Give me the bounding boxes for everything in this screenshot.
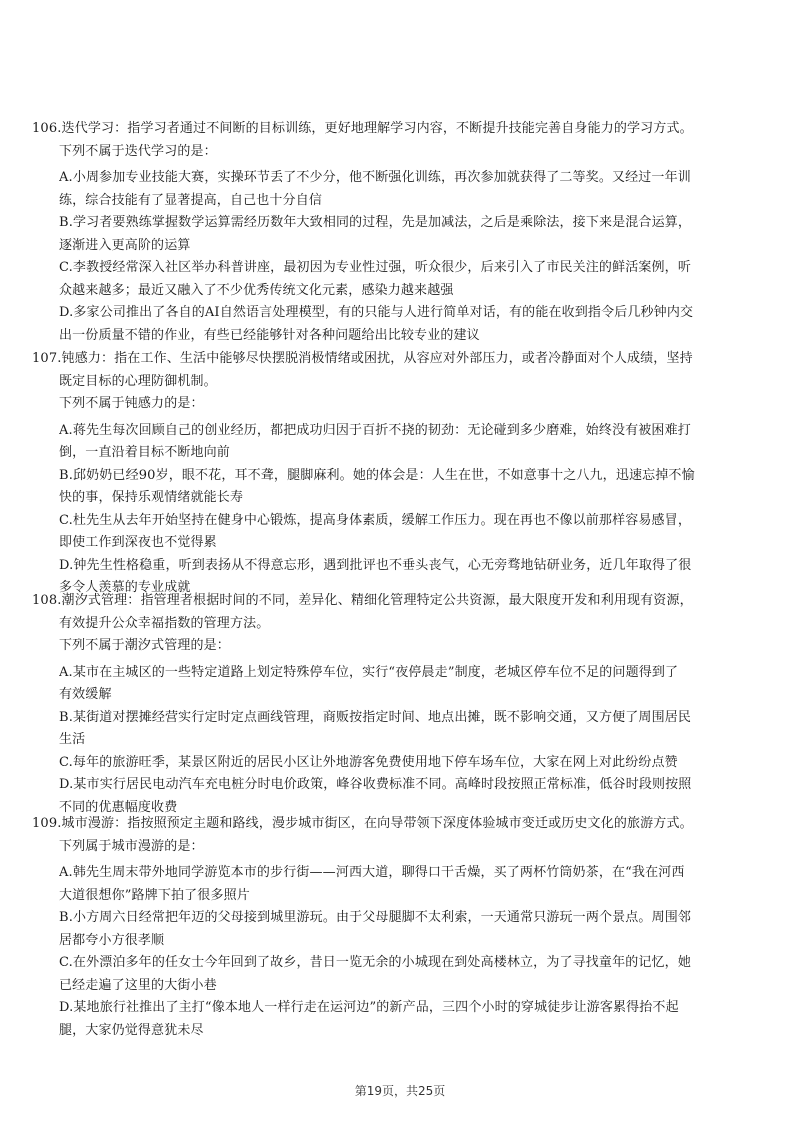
option-line: 多令人羡慕的专业成就 <box>59 580 191 595</box>
option-line: B.某街道对摆摊经营实行定时定点画线管理，商贩按指定时间、地点出摊，既不影响交通，又方便了周围居民 <box>59 709 692 725</box>
stem-line: 既定目标的心理防御机制。 <box>59 373 217 389</box>
option-c <box>32 257 780 302</box>
option-line: 倒，一直沿着目标不断地向前 <box>59 445 230 460</box>
option-line: 快的事，保持乐观情绪就能长寿 <box>59 490 244 505</box>
option-line: 即使工作到深夜也不觉得累 <box>59 535 217 550</box>
option-line: B.学习者要熟练掌握数学运算需经历数年大致相同的过程，先是加减法，之后是乘除法，接下来是混合运算， <box>59 215 692 230</box>
option-line: 出一份质量不错的作业，有些已经能够针对各种问题给出比较专业的建议 <box>59 327 480 343</box>
option-line: A.蒋先生每次回顾自己的创业经历，都把成功归因于百折不挠的韧劲：无论碰到多少磨难，始终没有被困难打 <box>59 422 691 438</box>
option-line: C.李教授经常深入社区举办科普讲座，最初因为专业性过强，听众很少，后来引入了市民关注的鲜活案例，听 <box>59 260 691 275</box>
question-109 <box>32 813 780 1042</box>
option-line: 有效缓解 <box>59 687 112 702</box>
option-line: D.某市实行居民电动汽车充电桩分时电价政策，峰谷收费标准不同。高峰时段按照正常标准，低谷时段则按照 <box>59 777 692 792</box>
option-line: C.在外漂泊多年的任女士今年回到了故乡，昔日一览无余的小城现在到处高楼林立，为了寻找童年的记忆，她 <box>59 955 691 970</box>
option-line: 逐渐进入更高阶的运算 <box>59 237 191 253</box>
option-line: C.每年的旅游旺季，某景区附近的居民小区让外地游客免费使用地下停车场车位，大家在网上对此纷纷点赞 <box>59 754 678 770</box>
option-c <box>32 752 780 775</box>
question-107 <box>32 348 780 600</box>
question-108 <box>32 590 780 819</box>
option-line: 腿，大家仍觉得意犹未尽 <box>59 1022 204 1038</box>
question-prompt: 下列属于城市漫游的是： <box>59 838 204 854</box>
option-line: C.杜先生从去年开始坚持在健身中心锻炼，提高身体素质，缓解工作压力。现在再也不像以前那样容易感冒， <box>59 512 691 528</box>
stem-line: 有效提升公众幸福指数的管理方法。 <box>59 615 270 631</box>
option-a <box>32 662 780 707</box>
question-prompt: 下列不属于潮汐式管理的是： <box>59 638 230 653</box>
option-line: A.韩先生周末带外地同学游览本市的步行街——河西大道，聊得口干舌燥，买了两杯竹筒奶茶，在“我在河西 <box>59 865 685 880</box>
option-b <box>32 212 780 257</box>
option-a <box>32 420 780 465</box>
option-b <box>32 907 780 952</box>
stem-line: 108.潮汐式管理：指管理者根据时间的不同，差异化、精细化管理特定公共资源，最大限度开发和利用现有资源， <box>32 593 693 608</box>
question-stem <box>32 348 780 393</box>
option-line: D.多家公司推出了各自的AI自然语言处理模型，有的只能与人进行简单对话，有的能在收到指令后几秒钟内交 <box>59 305 694 320</box>
option-line: B.邱奶奶已经90岁，眼不花，耳不聋，腿脚麻利。她的体会是：人生在世，不如意事十之八九，迅速忘掉不愉 <box>59 467 695 483</box>
option-line: 已经走遍了这里的大街小巷 <box>59 977 217 993</box>
option-line: D.钟先生性格稳重，听到表扬从不得意忘形，遇到批评也不垂头丧气，心无旁骛地钻研业务，近几年取得了很 <box>59 557 692 573</box>
stem-line: 106.迭代学习：指学习者通过不间断的目标训练，更好地理解学习内容，不断提升技能完善自身能力的学习方式。 <box>32 121 693 136</box>
question-prompt: 下列不属于迭代学习的是： <box>59 143 217 159</box>
option-line: A.某市在主城区的一些特定道路上划定特殊停车位，实行“夜停晨走”制度，老城区停车位不足的问题得到了 <box>59 664 679 680</box>
option-c <box>32 952 780 997</box>
option-c <box>32 510 780 555</box>
option-line: 生活 <box>59 732 86 747</box>
option-line: 众越来越多；最近又融入了不少优秀传统文化元素，感染力越来越强 <box>59 282 454 298</box>
question-106 <box>32 118 780 347</box>
option-b <box>32 707 780 752</box>
option-line: 练，综合技能有了显著提高，自己也十分自信 <box>59 192 323 208</box>
option-b <box>32 465 780 510</box>
question-prompt: 下列不属于钝感力的是： <box>59 396 204 411</box>
option-a <box>32 862 780 907</box>
option-line: A.小周参加专业技能大赛，实操环节丢了不少分，他不断强化训练，再次参加就获得了二等奖。又经过一年训 <box>59 170 691 185</box>
page-number: 第19页，共25页 <box>354 1084 446 1098</box>
option-a <box>32 167 780 212</box>
question-stem <box>32 118 780 141</box>
stem-line: 107.钝感力：指在工作、生活中能够尽快摆脱消极情绪或困扰，从容应对外部压力，或者冷静面对个人成绩，坚持 <box>32 351 693 366</box>
option-line: B.小方周六日经常把年迈的父母接到城里游玩。由于父母腿脚不太利索，一天通常只游玩一两个景点。周围邻 <box>59 910 692 925</box>
option-line: 大道很想你”路牌下拍了很多照片 <box>59 887 250 903</box>
option-line: D.某地旅行社推出了主打“像本地人一样行走在运河边”的新产品，三四个小时的穿城徒步让游客累得抬不起 <box>59 1000 679 1015</box>
option-line: 不同的优惠幅度收费 <box>59 799 178 815</box>
question-stem <box>32 590 780 635</box>
option-d <box>32 997 780 1042</box>
stem-line: 109.城市漫游：指按照预定主题和路线，漫步城市街区，在向导带领下深度体验城市变迁或历史文化的旅游方式。 <box>32 816 693 831</box>
option-d <box>32 302 780 347</box>
option-line: 居都夸小方很孝顺 <box>59 932 165 948</box>
question-stem <box>32 813 780 836</box>
